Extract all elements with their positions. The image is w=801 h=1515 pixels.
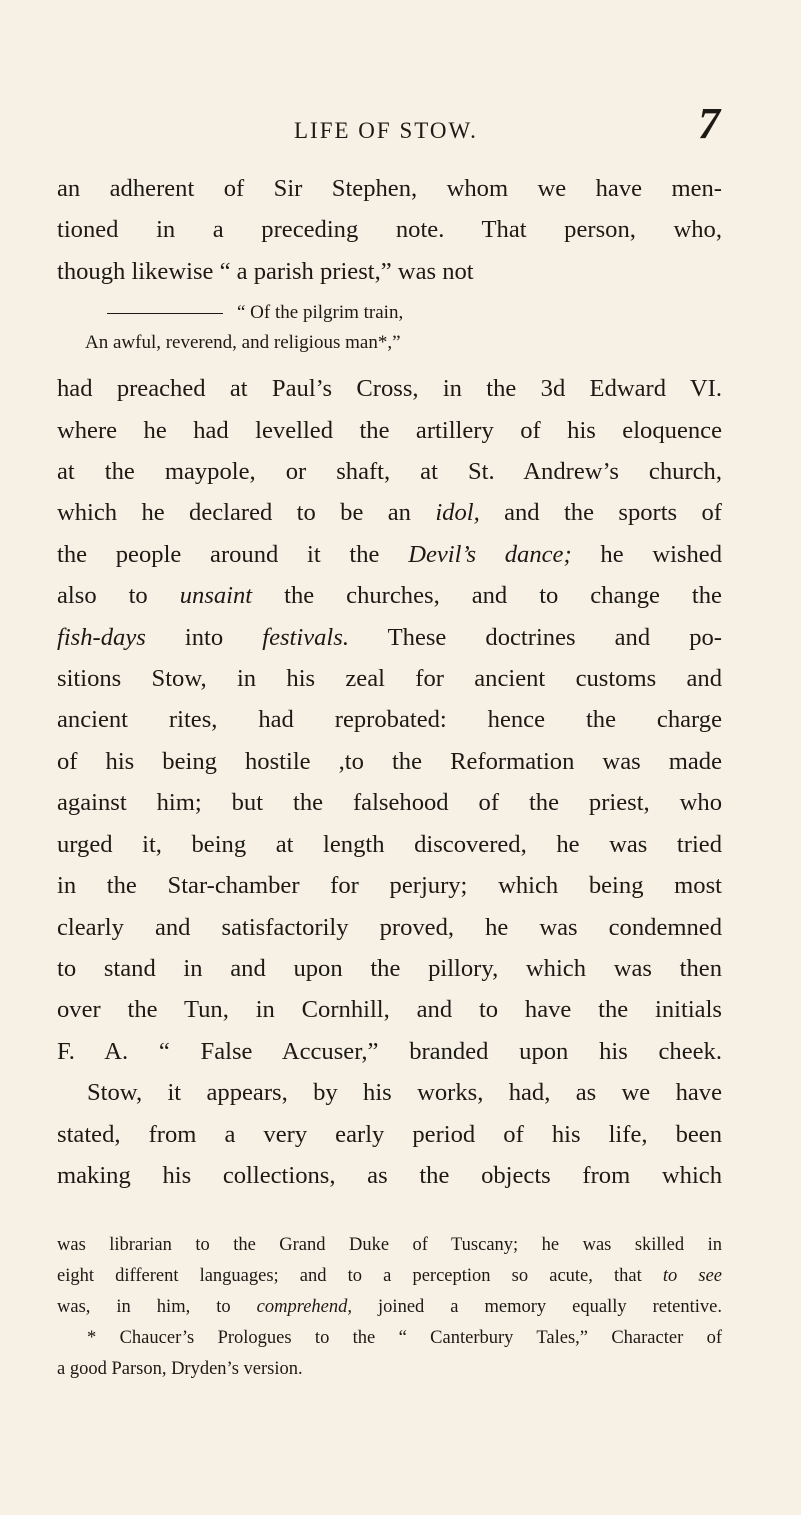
text-line: making his collections, as the objects from which — [57, 1161, 722, 1189]
quote-dash — [107, 313, 223, 314]
paragraph-2 — [57, 368, 722, 1072]
paragraph-1 — [57, 168, 722, 292]
text-line: also to unsaint the churches, and to change the — [57, 582, 722, 610]
text-line: where he had levelled the artillery of his eloquence — [57, 416, 722, 444]
text-line: clearly and satisfactorily proved, he was condemned — [57, 913, 722, 941]
footnote-line: * Chaucer’s Prologues to the “ Canterbury Tales,” Character of — [87, 1328, 722, 1348]
text-line: of his being hostile ,to the Reformation was made — [57, 747, 722, 775]
text-line: though likewise “ a parish priest,” was not — [57, 257, 474, 285]
italic-word: fish-days — [57, 623, 146, 651]
text-line: stated, from a very early period of his life, been — [57, 1120, 722, 1148]
text-line: urged it, being at length discovered, he was tried — [57, 830, 722, 858]
text-line: which he declared to be an idol, and the sports of — [57, 499, 722, 527]
main-text — [57, 168, 722, 1196]
text-line: to stand in and upon the pillory, which was then — [57, 954, 722, 982]
text-line: sitions Stow, in his zeal for ancient customs and — [57, 665, 722, 693]
text-line: ancient rites, had reprobated: hence the charge — [57, 706, 722, 734]
italic-word: comprehend, — [256, 1297, 353, 1317]
quote-line: “ Of the pilgrim train, — [237, 302, 404, 324]
text-line: against him; but the falsehood of the priest, who — [57, 789, 722, 817]
text-line: fish-days into festivals. These doctrines and po- — [57, 623, 722, 651]
page-header — [0, 98, 801, 158]
text-line: an adherent of Sir Stephen, whom we have men- — [57, 175, 722, 202]
text-line: Stow, it appears, by his works, had, as we have — [87, 1079, 722, 1107]
text-line: had preached at Paul’s Cross, in the 3d Edward VI. — [57, 375, 722, 403]
text-line: in the Star-chamber for perjury; which being most — [57, 872, 722, 900]
footnote-line: a good Parson, Dryden’s version. — [57, 1359, 303, 1379]
text-line: the people around it the Devil’s dance; he wished — [57, 540, 722, 568]
verse-quotation — [57, 298, 722, 358]
note-line: was librarian to the Grand Duke of Tuscany; he was skilled in — [57, 1235, 722, 1255]
italic-word: idol, — [435, 499, 480, 527]
text-line: tioned in a preceding note. That person, who, — [57, 216, 722, 244]
note-line: was, in him, to comprehend, joined a memory equally retentive. — [57, 1297, 722, 1317]
footnotes — [57, 1230, 722, 1385]
italic-word: to see — [662, 1266, 723, 1286]
note-line: eight different languages; and to a perception so acute, that to see — [57, 1266, 723, 1286]
italic-word: Devil’s dance; — [408, 540, 572, 568]
italic-word: unsaint — [179, 582, 253, 610]
text-line: at the maypole, or shaft, at St. Andrew’s church, — [57, 458, 722, 486]
page-number: 7 — [698, 99, 720, 148]
text-line: over the Tun, in Cornhill, and to have the initials — [57, 996, 722, 1024]
running-head: LIFE OF STOW. — [294, 118, 478, 143]
italic-word: festivals. — [262, 623, 349, 651]
text-line: F. A. “ False Accuser,” branded upon his cheek. — [57, 1037, 722, 1065]
quote-line: An awful, reverend, and religious man*,” — [85, 332, 401, 354]
paragraph-3 — [57, 1072, 722, 1196]
